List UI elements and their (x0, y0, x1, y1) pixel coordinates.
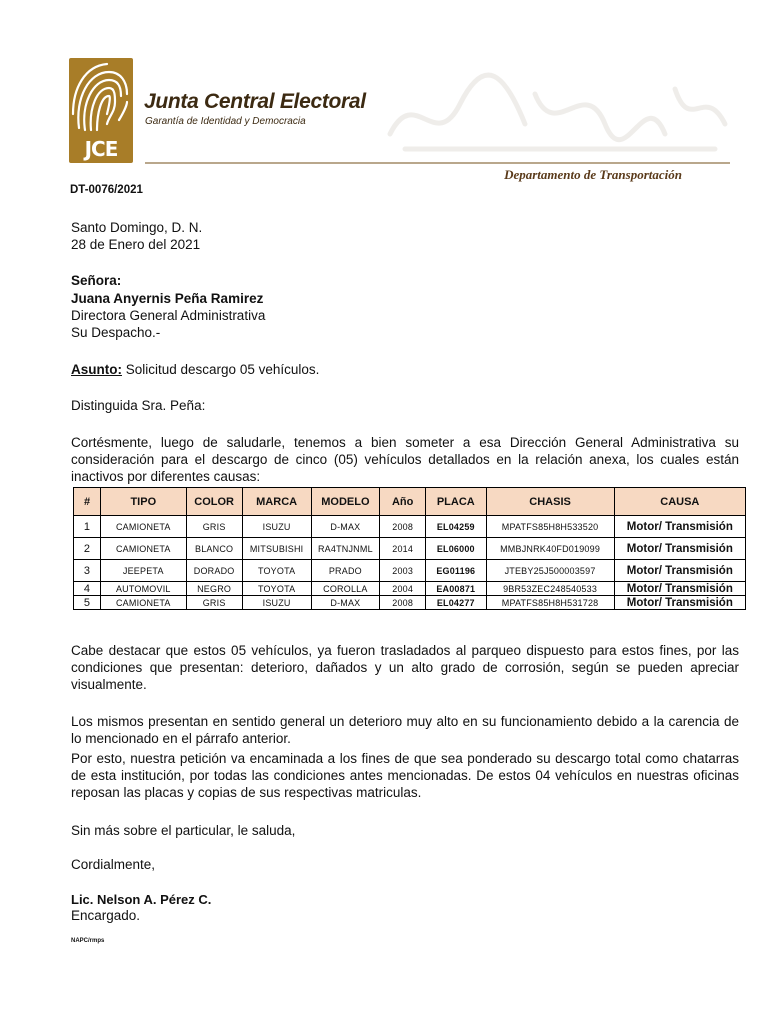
cell-tipo: JEEPETA (101, 560, 186, 582)
table-header-row (74, 488, 746, 516)
signer-role: Encargado. (71, 908, 141, 923)
recipient-office: Su Despacho.- (71, 325, 161, 340)
fingerprint-icon (69, 58, 133, 138)
condition-paragraph: Cabe destacar que estos 05 vehículos, ya fueron trasladados al parqueo dispuesto para estos fines, por las condiciones que presentan: deterioro, dañados y un alto grado de corrosión, según se pueden apreciar visualmente. (71, 643, 739, 692)
recipient-name: Juana Anyernis Peña Ramirez (71, 291, 264, 306)
cell-causa: Motor/ Transmisión (614, 538, 745, 560)
cell-number: 3 (74, 560, 101, 582)
cell-color: GRIS (186, 516, 242, 538)
cell-chasis: 9BR53ZEC248540533 (486, 582, 614, 596)
cell-number: 5 (74, 596, 101, 610)
cell-marca: ISUZU (242, 516, 311, 538)
header-color: COLOR (186, 488, 242, 516)
cell-color: NEGRO (186, 582, 242, 596)
subject-text: Solicitud descargo 05 vehículos. (122, 362, 320, 377)
cell-causa: Motor/ Transmisión (614, 560, 745, 582)
header-placa: PLACA (426, 488, 486, 516)
cell-modelo: D-MAX (311, 516, 380, 538)
regards: Cordialmente, (71, 857, 156, 872)
header-divider (145, 162, 730, 164)
salutation-title: Señora: (71, 273, 122, 288)
header-chasis: CHASIS (486, 488, 614, 516)
cell-placa: EL04259 (426, 516, 486, 538)
cell-ano: 2003 (380, 560, 426, 582)
typist-initials: NAPC/rmps (71, 938, 105, 944)
cell-chasis: MPATFS85H8H533520 (486, 516, 614, 538)
closing-line: Sin más sobre el particular, le saluda, (71, 823, 296, 838)
department-name: Departamento de Transportación (504, 167, 682, 182)
table-row (74, 516, 746, 538)
cell-placa: EA00871 (426, 582, 486, 596)
table-row (74, 538, 746, 560)
city: Santo Domingo, D. N. (71, 220, 203, 235)
organization-name: Junta Central Electoral (144, 90, 366, 113)
vehicle-table (73, 487, 746, 610)
request-paragraph: Por esto, nuestra petición va encaminada a los fines de que sea ponderado su descargo total como chatarras de esta institución, por todas las condiciones antes mencionadas. De estos 04 vehículos en nuestras oficinas reposan las placas y copias de sus respectivas matriculas. (71, 751, 739, 800)
cell-chasis: MMBJNRK40FD019099 (486, 538, 614, 560)
cell-marca: ISUZU (242, 596, 311, 610)
cell-marca: TOYOTA (242, 560, 311, 582)
subject-line (71, 361, 319, 378)
cell-color: BLANCO (186, 538, 242, 560)
header-number: # (74, 488, 101, 516)
cell-number: 1 (74, 516, 101, 538)
cell-ano: 2014 (380, 538, 426, 560)
cell-placa: EL04277 (426, 596, 486, 610)
organization-tagline: Garantía de Identidad y Democracia (145, 116, 306, 127)
table-row (74, 582, 746, 596)
cell-ano: 2008 (380, 596, 426, 610)
header-causa: CAUSA (614, 488, 745, 516)
cell-causa: Motor/ Transmisión (614, 582, 745, 596)
jce-logo (69, 58, 133, 163)
cell-marca: TOYOTA (242, 582, 311, 596)
cell-marca: MITSUBISHI (242, 538, 311, 560)
cell-modelo: COROLLA (311, 582, 380, 596)
cell-chasis: MPATFS85H8H531728 (486, 596, 614, 610)
cell-ano: 2004 (380, 582, 426, 596)
cell-tipo: AUTOMOVIL (101, 582, 186, 596)
cell-number: 2 (74, 538, 101, 560)
cell-tipo: CAMIONETA (101, 538, 186, 560)
cell-number: 4 (74, 582, 101, 596)
table-row (74, 596, 746, 610)
header-ano: Año (380, 488, 426, 516)
cell-color: GRIS (186, 596, 242, 610)
cell-color: DORADO (186, 560, 242, 582)
cell-modelo: RA4TNJNML (311, 538, 380, 560)
cell-tipo: CAMIONETA (101, 516, 186, 538)
cell-modelo: D-MAX (311, 596, 380, 610)
cell-ano: 2008 (380, 516, 426, 538)
cell-placa: EG01196 (426, 560, 486, 582)
cell-tipo: CAMIONETA (101, 596, 186, 610)
cell-causa: Motor/ Transmisión (614, 596, 745, 610)
greeting: Distinguida Sra. Peña: (71, 398, 206, 413)
date: 28 de Enero del 2021 (71, 237, 201, 252)
signer-name: Lic. Nelson A. Pérez C. (71, 892, 212, 907)
recipient-role: Directora General Administrativa (71, 308, 266, 323)
header-marca: MARCA (242, 488, 311, 516)
subject-label: Asunto: (71, 362, 122, 377)
cell-causa: Motor/ Transmisión (614, 516, 745, 538)
header-tipo: TIPO (101, 488, 186, 516)
intro-paragraph: Cortésmente, luego de saludarle, tenemos a bien someter a esa Dirección General Administrativa su consideración para el descargo de cinco (05) vehículos detallados en la relación anexa, los cuales están inactivos por diferentes causas: (71, 435, 739, 484)
cell-modelo: PRADO (311, 560, 380, 582)
table-row (74, 560, 746, 582)
handwriting-watermark (385, 64, 730, 159)
reference-number: DT-0076/2021 (70, 184, 143, 196)
header-modelo: MODELO (311, 488, 380, 516)
deterioration-paragraph: Los mismos presentan en sentido general un deterioro muy alto en su funcionamiento debido a la carencia de lo mencionado en el párrafo anterior. (71, 714, 739, 746)
cell-placa: EL06000 (426, 538, 486, 560)
logo-text: JCE (84, 137, 118, 161)
cell-chasis: JTEBY25J500003597 (486, 560, 614, 582)
